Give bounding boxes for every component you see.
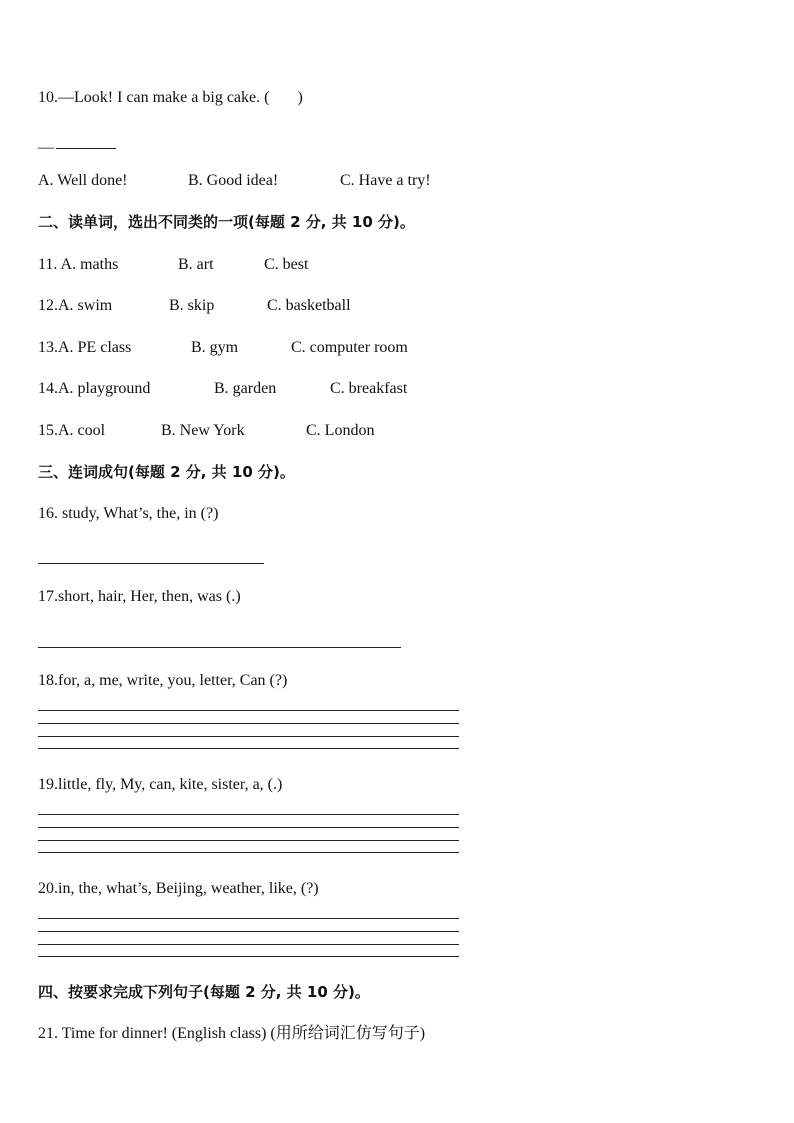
question-13-option-c: C. computer room bbox=[291, 339, 408, 356]
question-15-option-a: 15.A. cool bbox=[38, 422, 106, 439]
question-10-option-c: C. Have a try! bbox=[340, 172, 431, 189]
question-19-answer-line-3[interactable] bbox=[38, 840, 459, 841]
question-13-option-b: B. gym bbox=[191, 339, 239, 356]
question-20-answer-line-3[interactable] bbox=[38, 944, 459, 945]
question-20-answer-line-1[interactable] bbox=[38, 918, 459, 919]
question-10-option-b: B. Good idea! bbox=[188, 172, 279, 189]
question-20-answer-line-2[interactable] bbox=[38, 931, 459, 932]
question-12-option-a: 12.A. swim bbox=[38, 297, 113, 314]
question-18-answer-line-3[interactable] bbox=[38, 736, 459, 737]
question-17-prompt: 17.short, hair, Her, then, was (.) bbox=[38, 588, 241, 605]
question-14-option-a: 14.A. playground bbox=[38, 380, 151, 397]
question-13-option-a: 13.A. PE class bbox=[38, 339, 132, 356]
question-10-stem: 10.—Look! I can make a big cake. ( ) bbox=[38, 89, 303, 106]
section-4-heading: 四、按要求完成下列句子(每题 2 分, 共 10 分)。 bbox=[38, 983, 370, 1001]
question-10-option-a: A. Well done! bbox=[38, 172, 128, 189]
question-15-option-b: B. New York bbox=[161, 422, 245, 439]
section-3-heading: 三、连词成句(每题 2 分, 共 10 分)。 bbox=[38, 463, 295, 481]
question-11-option-c: C. best bbox=[264, 256, 309, 273]
question-18-answer-line-2[interactable] bbox=[38, 723, 459, 724]
question-19-answer-line-2[interactable] bbox=[38, 827, 459, 828]
question-11-option-b: B. art bbox=[178, 256, 214, 273]
question-10-answer-line bbox=[56, 148, 116, 149]
question-20-prompt: 20.in, the, what’s, Beijing, weather, like, (?) bbox=[38, 880, 319, 897]
question-19-answer-line-1[interactable] bbox=[38, 814, 459, 815]
question-12-option-b: B. skip bbox=[169, 297, 215, 314]
question-16-answer-line[interactable] bbox=[38, 563, 264, 564]
question-21-prompt: 21. Time for dinner! (English class) (用所给词汇仿写句子) bbox=[38, 1025, 426, 1042]
question-18-answer-line-4[interactable] bbox=[38, 748, 459, 749]
question-18-prompt: 18.for, a, me, write, you, letter, Can (?) bbox=[38, 672, 288, 689]
question-11-option-a: 11. A. maths bbox=[38, 256, 119, 273]
question-17-answer-line[interactable] bbox=[38, 647, 401, 648]
question-14-option-b: B. garden bbox=[214, 380, 277, 397]
question-19-prompt: 19.little, fly, My, can, kite, sister, a, (.) bbox=[38, 776, 283, 793]
question-19-answer-line-4[interactable] bbox=[38, 852, 459, 853]
section-2-heading: 二、读单词，选出不同类的一项(每题 2 分, 共 10 分)。 bbox=[38, 213, 415, 231]
question-20-answer-line-4[interactable] bbox=[38, 956, 459, 957]
question-10-answer-dash: — bbox=[38, 139, 54, 156]
question-16-prompt: 16. study, What’s, the, in (?) bbox=[38, 505, 219, 522]
question-15-option-c: C. London bbox=[306, 422, 375, 439]
question-12-option-c: C. basketball bbox=[267, 297, 351, 314]
question-14-option-c: C. breakfast bbox=[330, 380, 408, 397]
question-18-answer-line-1[interactable] bbox=[38, 710, 459, 711]
